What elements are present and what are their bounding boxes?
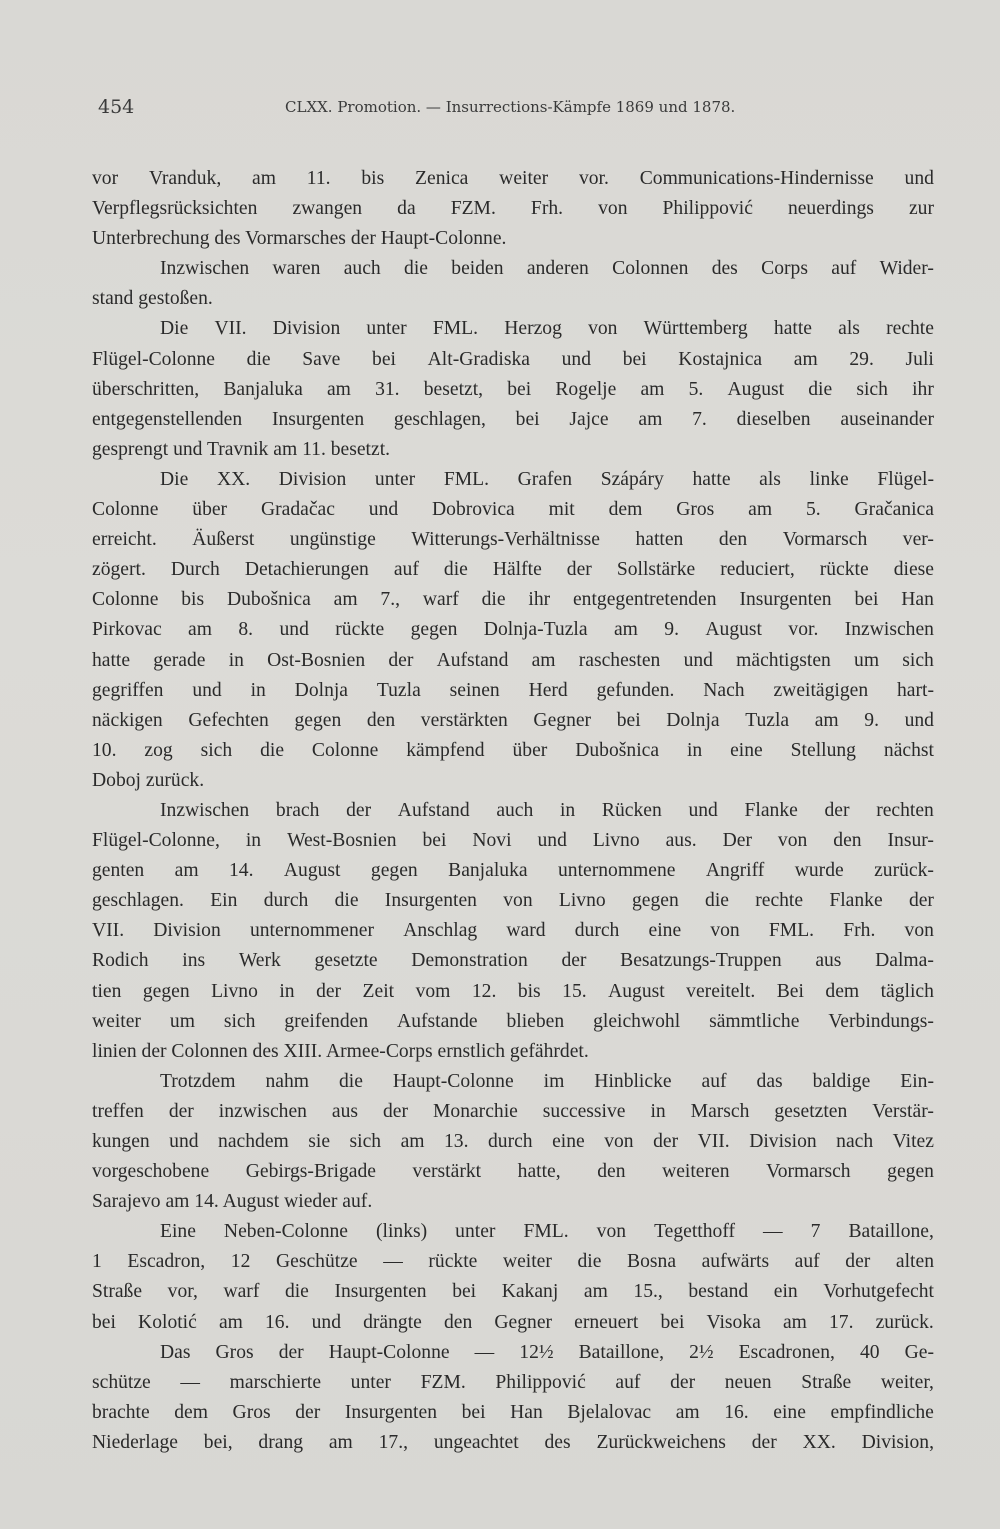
text-line: 1 Escadron, 12 Geschütze — rückte weiter die Bosna aufwärts auf der alten bbox=[92, 1251, 934, 1273]
text-line: schütze — marschierte unter FZM. Philippović auf der neuen Straße weiter, bbox=[92, 1371, 934, 1393]
page-number: 454 bbox=[98, 96, 135, 118]
text-line: erreicht. Äußerst ungünstige Witterungs-Verhältnisse hatten den Vormarsch ver- bbox=[92, 529, 934, 551]
text-line: geschlagen. Ein durch die Insurgenten von Livno gegen die rechte Flanke der bbox=[92, 890, 934, 912]
text-line: kungen und nachdem sie sich am 13. durch eine von der VII. Division nach Vitez bbox=[92, 1131, 934, 1152]
text-line: Straße vor, warf die Insurgenten bei Kakanj am 15., bestand ein Vorhutgefecht bbox=[92, 1281, 934, 1303]
text-line: linien der Colonnen des XIII. Armee-Corps ernstlich gefährdet. bbox=[92, 1040, 589, 1062]
text-line: gegriffen und in Dolnja Tuzla seinen Herd gefunden. Nach zweitägigen hart- bbox=[92, 679, 934, 701]
text-line: Colonne über Gradačac und Dobrovica mit dem Gros am 5. Gračanica bbox=[92, 499, 934, 521]
text-line: Inzwischen waren auch die beiden anderen Colonnen des Corps auf Wider- bbox=[160, 258, 934, 280]
text-line: Unterbrechung des Vormarsches der Haupt-Colonne. bbox=[92, 228, 507, 250]
text-line: vorgeschobene Gebirgs-Brigade verstärkt hatte, den weiteren Vormarsch gegen bbox=[92, 1161, 934, 1183]
text-line: Niederlage bei, drang am 17., ungeachtet des Zurückweichens der XX. Division, bbox=[92, 1431, 934, 1453]
text-line: treffen der inzwischen aus der Monarchie successive in Marsch gesetzten Verstär- bbox=[92, 1100, 934, 1122]
text-line: Die XX. Division unter FML. Grafen Szápáry hatte als linke Flügel- bbox=[160, 468, 934, 490]
text-line: überschritten, Banjaluka am 31. besetzt, bei Rogelje am 5. August die sich ihr bbox=[92, 378, 934, 400]
text-line: genten am 14. August gegen Banjaluka unternommene Angriff wurde zurück- bbox=[92, 860, 934, 882]
text-line: Doboj zurück. bbox=[92, 769, 205, 791]
text-line: weiter um sich greifenden Aufstande blieben gleichwohl sämmtliche Verbindungs- bbox=[92, 1010, 934, 1032]
text-line: 10. zog sich die Colonne kämpfend über Dubošnica in eine Stellung nächst bbox=[92, 739, 934, 761]
text-line: Flügel-Colonne die Save bei Alt-Gradiska und bei Kostajnica am 29. Juli bbox=[92, 348, 934, 370]
text-line: VII. Division unternommener Anschlag ward durch eine von FML. Frh. von bbox=[92, 920, 934, 942]
text-line: näckigen Gefechten gegen den verstärkten Gegner bei Dolnja Tuzla am 9. und bbox=[92, 709, 934, 731]
text-line: stand gestoßen. bbox=[92, 288, 213, 310]
text-line: bei Kolotić am 16. und drängte den Gegner erneuert bei Visoka am 17. zurück. bbox=[92, 1311, 934, 1333]
text-line: brachte dem Gros der Insurgenten bei Han Bjelalovac am 16. eine empfindliche bbox=[92, 1401, 934, 1423]
text-line: tien gegen Livno in der Zeit vom 12. bis 15. August vereitelt. Bei dem täglich bbox=[92, 980, 934, 1002]
text-line: Rodich ins Werk gesetzte Demonstration der Besatzungs-Truppen aus Dalma- bbox=[92, 950, 934, 972]
text-line: Inzwischen brach der Aufstand auch in Rücken und Flanke der rechten bbox=[160, 799, 934, 821]
text-line: entgegenstellenden Insurgenten geschlagen, bei Jajce am 7. dieselben auseinander bbox=[92, 408, 934, 430]
text-line: Sarajevo am 14. August wieder auf. bbox=[92, 1191, 373, 1213]
text-line: Verpflegsrücksichten zwangen da FZM. Frh. von Philippović neuerdings zur bbox=[92, 198, 934, 220]
body-text bbox=[92, 164, 934, 1458]
text-line: Eine Neben-Colonne (links) unter FML. von Tegetthoff — 7 Bataillone, bbox=[160, 1221, 934, 1243]
text-line: Flügel-Colonne, in West-Bosnien bei Novi und Livno aus. Der von den Insur- bbox=[92, 830, 934, 852]
text-line: gesprengt und Travnik am 11. besetzt. bbox=[92, 438, 391, 460]
text-line: Colonne bis Dubošnica am 7., warf die ihr entgegentretenden Insurgenten bei Han bbox=[92, 589, 934, 611]
text-line: Trotzdem nahm die Haupt-Colonne im Hinblicke auf das baldige Ein- bbox=[160, 1070, 934, 1092]
text-line: Pirkovac am 8. und rückte gegen Dolnja-Tuzla am 9. August vor. Inzwischen bbox=[92, 619, 934, 641]
text-line: hatte gerade in Ost-Bosnien der Aufstand am raschesten und mächtigsten um sich bbox=[92, 649, 934, 671]
text-line: Das Gros der Haupt-Colonne — 12½ Bataillone, 2½ Escadronen, 40 Ge- bbox=[160, 1341, 934, 1363]
running-head: CLXX. Promotion. — Insurrections-Kämpfe 1869 und 1878. bbox=[285, 98, 736, 116]
text-line: Die VII. Division unter FML. Herzog von Württemberg hatte als rechte bbox=[160, 318, 934, 340]
text-line: zögert. Durch Detachierungen auf die Hälfte der Sollstärke reduciert, rückte diese bbox=[92, 559, 934, 581]
text-line: vor Vranduk, am 11. bis Zenica weiter vor. Communications-Hindernisse und bbox=[92, 168, 934, 189]
